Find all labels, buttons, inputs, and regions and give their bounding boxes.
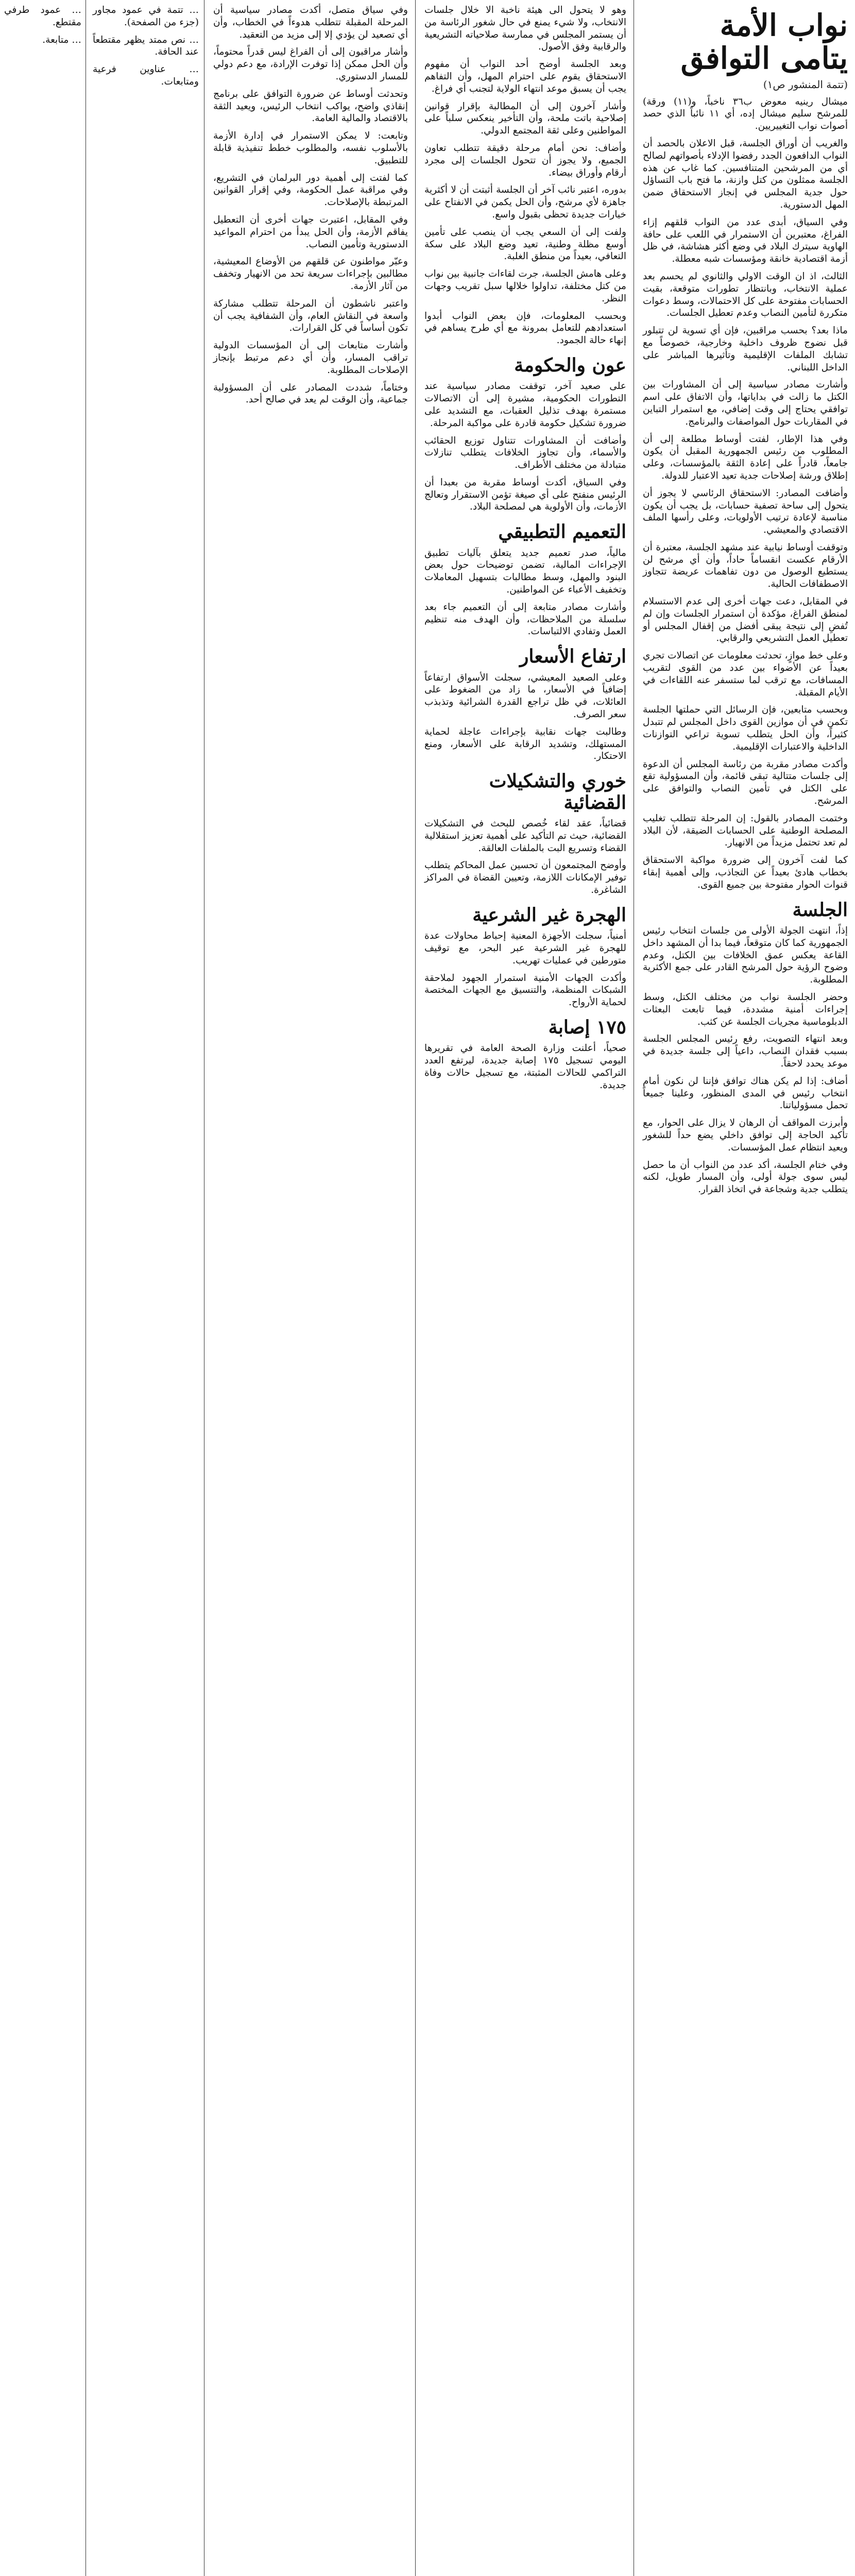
section-heading: خوري والتشكيلات القضائية: [489, 770, 626, 814]
edge-column-4: [88, 0, 204, 2576]
paragraph: وأكدت مصادر مقربة من رئاسة المجلس أن الدعوة إلى جلسات متتالية تبقى قائمة، وأن المسؤولية تقع على الكتل في تأمين النصاب والتوافق على المرشح.: [643, 758, 848, 807]
edge-column-5: [0, 0, 86, 2576]
paragraph: وأشارت مصادر سياسية إلى أن المشاورات بين الكتل ما زالت في بداياتها، وأن الاتفاق على اسم توافقي يحتاج إلى وقت إضافي، مع استمرار التباين في المقاربات حول المواصفات والبرنامج.: [643, 379, 848, 427]
paragraph: وأكدت الجهات الأمنية استمرار الجهود لملاحقة الشبكات المنظمة، والتنسيق مع الجهات المختصة لحماية الأرواح.: [424, 972, 626, 1008]
paragraph: والغريب أن أوراق الجلسة، قبل الاعلان بالحصد أن النواب الدافعون الجدد رفضوا الإدلاء بأصواتهم لصالح أي من المرشحين المتنافسين. كما غاب عن هذه الجلسة ممثلون من كتل وازنة، ما فتح باب التساؤل حول جدية المجلس في إنجاز الاستحقاق ضمن المهل الدستورية.: [643, 138, 848, 210]
paragraph: وأضاف: نحن أمام مرحلة دقيقة تتطلب تعاون الجميع، ولا يجوز أن تتحول الجلسات إلى مجرد أرقام وأوراق بيضاء.: [424, 142, 626, 178]
section-heading: عون والحكومة: [514, 354, 626, 376]
article-column-1: [636, 0, 855, 2576]
section-heading: ١٧٥ إصابة: [548, 1016, 626, 1038]
paragraph: ميشال رينيه معوض ب٣٦ ناخباً، و(١١) ورقة) للمرشح سليم ميشال إده، أي ١١ نائباً الذي حصد أصوات نواب التغييريين.: [643, 96, 848, 132]
paragraph: … متابعة.: [42, 34, 81, 45]
paragraph: على صعيد آخر، توقفت مصادر سياسية عند التطورات الحكومية، مشيرة إلى أن الاتصالات مستمرة بهدف تذليل العقبات، مع التشديد على ضرورة تشكيل حكومة قادرة على مواكبة المرحلة.: [424, 381, 626, 429]
paragraph: وبحسب المعلومات، فإن بعض النواب أبدوا استعدادهم للتعامل بمرونة مع أي طرح يساهم في إنهاء حالة الجمود.: [424, 310, 626, 346]
section-heading: الهجرة غير الشرعية: [472, 904, 626, 926]
paragraph: … عمود طرفي مقتطع.: [4, 5, 81, 28]
headline: نواب الأمة يتامى التوافق: [680, 8, 848, 76]
column-body: [213, 4, 408, 406]
paragraph: وختمت المصادر بالقول: إن المرحلة تتطلب تغليب المصلحة الوطنية على الحسابات الضيقة، لأن البلاد لم تعد تحتمل مزيداً من الانهيار.: [643, 812, 848, 849]
paragraph: وأشارت متابعات إلى أن المؤسسات الدولية تراقب المسار، وأن أي دعم مرتبط بإنجاز الإصلاحات المطلوبة.: [213, 340, 408, 376]
paragraph: وفي المقابل، اعتبرت جهات أخرى أن التعطيل يفاقم الأزمة، وأن الحل يبدأ من احترام المواعيد الدستورية وتأمين النصاب.: [213, 214, 408, 250]
paragraph: صحياً، أعلنت وزارة الصحة العامة في تقريرها اليومي تسجيل ١٧٥ إصابة جديدة، ليرتفع العدد التراكمي للحالات المثبتة، مع تسجيل حالات وفاة جديدة.: [424, 1043, 626, 1091]
paragraph: وبحسب متابعين، فإن الرسائل التي حملتها الجلسة تكمن في أن موازين القوى داخل المجلس لم تتبدل كثيراً، وأن الحل يتطلب تسوية تراعي التوازنات الداخلية والاعتبارات الإقليمية.: [643, 704, 848, 752]
paragraph: وأضافت المصادر: الاستحقاق الرئاسي لا يجوز أن يتحول إلى ساحة تصفية حسابات، بل يجب أن يكون مناسبة لإعادة ترتيب الأولويات، وعلى رأسها الملف الاقتصادي والمعيشي.: [643, 487, 848, 536]
paragraph: وعلى الصعيد المعيشي، سجلت الأسواق ارتفاعاً إضافياً في الأسعار، ما زاد من الضغوط على العائلات، في ظل تراجع القدرة الشرائية وتذبذب سعر الصرف.: [424, 672, 626, 720]
paragraph: ولفت إلى أن السعي يجب أن ينصب على تأمين أوسع مظلة وطنية، تعيد وضع البلاد على سكة التعافي، بعيداً من منطق الغلبة.: [424, 226, 626, 262]
section-heading: الجلسة: [792, 899, 848, 921]
paragraph: وفي هذا الإطار، لفتت أوساط مطلعة إلى أن المطلوب من رئيس الجمهورية المقبل أن يكون جامعاً، قادراً على إعادة الثقة بالمؤسسات، وعلى إطلاق ورشة إصلاحات جدية تعيد الاعتبار للدولة.: [643, 433, 848, 481]
paragraph: في المقابل، دعت جهات أخرى إلى عدم الاستسلام لمنطق الفراغ، مؤكدة أن استمرار الجلسات وإن لم تُفضِ إلى نتيجة يبقى أفضل من إقفال المجلس أو تعطيل العمل التشريعي والرقابي.: [643, 596, 848, 644]
section-heading: ارتفاع الأسعار: [519, 646, 626, 668]
paragraph: وبعد الجلسة أوضح أحد النواب أن مفهوم الاستحقاق يقوم على احترام المهل، وأن التفاهم يجب أن يسبق موعد انتهاء الولاية لتجنب أي فراغ.: [424, 59, 626, 94]
paragraph: وتابعت: لا يمكن الاستمرار في إدارة الأزمة بالأسلوب نفسه، والمطلوب خطط تنفيذية قابلة للتطبيق.: [213, 130, 408, 166]
paragraph: إذاً، انتهت الجولة الأولى من جلسات انتخاب رئيس الجمهورية كما كان متوقعاً، فيما بدا أن المشهد داخل القاعة يعكس عمق الخلافات بين الكتل، وعدم وضوح الرؤية حول المرشح القادر على جمع الأكثرية المطلوبة.: [643, 925, 848, 986]
column-body: [424, 4, 626, 1092]
paragraph: وأشار مراقبون إلى أن الفراغ ليس قدراً محتوماً، وأن الحل ممكن إذا توفرت الإرادة، مع دعم دولي للمسار الدستوري.: [213, 46, 408, 82]
paragraph: وختاماً، شددت المصادر على أن المسؤولية جماعية، وأن الوقت لم يعد في صالح أحد.: [213, 382, 408, 405]
paragraph: وحضر الجلسة نواب من مختلف الكتل، وسط إجراءات أمنية مشددة، فيما تابعت البعثات الدبلوماسية مجريات الجلسة عن كثب.: [643, 991, 848, 1027]
paragraph: … تتمة في عمود مجاور (جزء من الصفحة).: [93, 5, 199, 28]
section-heading: التعميم التطبيقي: [498, 521, 626, 543]
paragraph: … عناوين فرعية ومتابعات.: [93, 64, 199, 87]
paragraph: وأضافت أن المشاورات تتناول توزيع الحقائب والأسماء، وأن تجاوز الخلافات يتطلب تنازلات متبادلة من مختلف الأطراف.: [424, 435, 626, 471]
paragraph: وهو لا يتحول الى هيئة ناخبة الا خلال جلسات الانتخاب، ولا شيء يمنع في حال شغور الرئاسة من أن يستمر المجلس في ممارسة صلاحياته التشريعية والرقابية وفق الأصول.: [424, 5, 626, 53]
paragraph: وتحدثت أوساط عن ضرورة التوافق على برنامج إنقاذي واضح، يواكب انتخاب الرئيس، ويعيد الثقة بالاقتصاد والمالية العامة.: [213, 88, 408, 124]
article-column-3: [206, 0, 415, 2576]
paragraph: الثالث، اذ ان الوقت الاولي والثانوي لم يحسم بعد عملية الانتخاب، وبانتظار تطورات متوقعة، بقيت الحسابات مفتوحة على كل الاحتمالات، وسط دعوات متكررة لتأمين النصاب وعدم تعطيل الجلسات.: [643, 270, 848, 319]
paragraph: وعلى خط موازٍ، تحدثت معلومات عن اتصالات تجري بعيداً عن الأضواء بين عدد من القوى لتقريب المسافات، مع ترقب لما ستسفر عنه اللقاءات في الأيام المقبلة.: [643, 650, 848, 698]
article-column-2: [417, 0, 634, 2576]
column-body: [4, 4, 81, 46]
paragraph: وأوضح المجتمعون أن تحسين عمل المحاكم يتطلب توفير الإمكانات اللازمة، وتعيين القضاة في المراكز الشاغرة.: [424, 860, 626, 895]
paragraph: … نص ممتد يظهر مقتطعاً عند الحافة.: [93, 34, 199, 58]
paragraph: وفي سياق متصل، أكدت مصادر سياسية أن المرحلة المقبلة تتطلب هدوءاً في الخطاب، وأن أي تصعيد لن يؤدي إلا إلى مزيد من التعقيد.: [213, 5, 408, 40]
column-divider: [415, 0, 416, 2576]
continued-note: (تتمة المنشور ص١): [763, 78, 848, 91]
paragraph: مالياً، صدر تعميم جديد يتعلق بآليات تطبيق الإجراءات المالية، تضمن توضيحات حول بعض البنود والمهل، وسط مطالبات بتسهيل المعاملات وتخفيف الأعباء عن المواطنين.: [424, 547, 626, 596]
paragraph: كما لفتت إلى أهمية دور البرلمان في التشريع، وفي مراقبة عمل الحكومة، وفي إقرار القوانين المرتبطة بالإصلاحات.: [213, 172, 408, 208]
paragraph: وفي ختام الجلسة، أكد عدد من النواب أن ما حصل ليس سوى جولة أولى، وأن المسار طويل، لكنه يتطلب جدية وشجاعة في اتخاذ القرار.: [643, 1159, 848, 1195]
paragraph: قضائياً، عقد لقاء خُصص للبحث في التشكيلات القضائية، حيث تم التأكيد على أهمية تعزيز استقلالية القضاء وتسريع البت بالملفات العالقة.: [424, 818, 626, 854]
paragraph: وعبّر مواطنون عن قلقهم من الأوضاع المعيشية، مطالبين بإجراءات سريعة تحد من الانهيار وتخفف من آثار الأزمة.: [213, 256, 408, 292]
paragraph: أمنياً، سجلت الأجهزة المعنية إحباط محاولات عدة للهجرة غير الشرعية عبر البحر، مع توقيف متورطين في عمليات تهريب.: [424, 930, 626, 966]
paragraph: ماذا بعد؟ بحسب مراقبين، فإن أي تسوية لن تتبلور قبل نضوج ظروف داخلية وخارجية، خصوصاً مع تشابك الملفات الإقليمية وتأثيرها المباشر على الداخل اللبناني.: [643, 325, 848, 373]
paragraph: وطالبت جهات نقابية بإجراءات عاجلة لحماية المستهلك، وتشديد الرقابة على الأسعار، ومنع الاحتكار.: [424, 726, 626, 762]
paragraph: واعتبر ناشطون أن المرحلة تتطلب مشاركة واسعة في النقاش العام، وأن الشفافية يجب أن تكون أساساً في كل القرارات.: [213, 298, 408, 334]
paragraph: كما لفت آخرون إلى ضرورة مواكبة الاستحقاق بخطاب هادئ بعيداً عن التجاذب، وإلى أهمية إبقاء قنوات الحوار مفتوحة بين جميع القوى.: [643, 855, 848, 890]
paragraph: وأبرزت المواقف أن الرهان لا يزال على الحوار، مع تأكيد الحاجة إلى توافق داخلي يضع حداً للشغور ويعيد انتظام عمل المؤسسات.: [643, 1117, 848, 1153]
paragraph: وعلى هامش الجلسة، جرت لقاءات جانبية بين نواب من كتل مختلفة، تداولوا خلالها سبل تقريب وجهات النظر.: [424, 268, 626, 304]
paragraph: أضاف: إذا لم يكن هناك توافق فإننا لن نكون أمام انتخاب رئيس في المدى المنظور، وعلينا جميعاً تحمل مسؤولياتنا.: [643, 1075, 848, 1111]
paragraph: بدوره، اعتبر نائب آخر أن الجلسة أثبتت أن لا أكثرية جاهزة لأي مرشح، وأن الحل يكمن في الانفتاح على خيارات جديدة تحظى بقبول واسع.: [424, 184, 626, 220]
paragraph: وتوقفت أوساط نيابية عند مشهد الجلسة، معتبرة أن الأرقام عكست انقساماً حاداً، وأن أي مرشح لن يستطيع الوصول من دون تفاهمات عريضة تتجاوز الاصطفافات الحالية.: [643, 541, 848, 590]
paragraph: وأشارت مصادر متابعة إلى أن التعميم جاء بعد سلسلة من الملاحظات، وأن الهدف منه تنظيم العمل وتفادي الالتباسات.: [424, 601, 626, 637]
paragraph: وفي السياق، أبدى عدد من النواب قلقهم إزاء الفراغ، معتبرين أن الاستمرار في اللعب على حافة الهاوية سيترك البلاد في وضع أكثر هشاشة، في ظل أزمة اقتصادية خانقة ومؤسسات شبه معطلة.: [643, 216, 848, 265]
paragraph: وبعد انتهاء التصويت، رفع رئيس المجلس الجلسة بسبب فقدان النصاب، داعياً إلى جلسة جديدة في موعد يحدد لاحقاً.: [643, 1033, 848, 1069]
paragraph: وأشار آخرون إلى أن المطالبة بإقرار قوانين إصلاحية باتت ملحة، وأن التأخير ينعكس سلباً على المواطنين وعلى ثقة المجتمع الدولي.: [424, 100, 626, 137]
paragraph: وفي السياق، أكدت أوساط مقربة من بعبدا أن الرئيس منفتح على أي صيغة تؤمن الاستقرار وتعالج الأزمات، وأن الأولوية هي لمصلحة البلاد.: [424, 477, 626, 513]
column-body: [643, 96, 848, 1196]
column-body: [93, 4, 199, 88]
